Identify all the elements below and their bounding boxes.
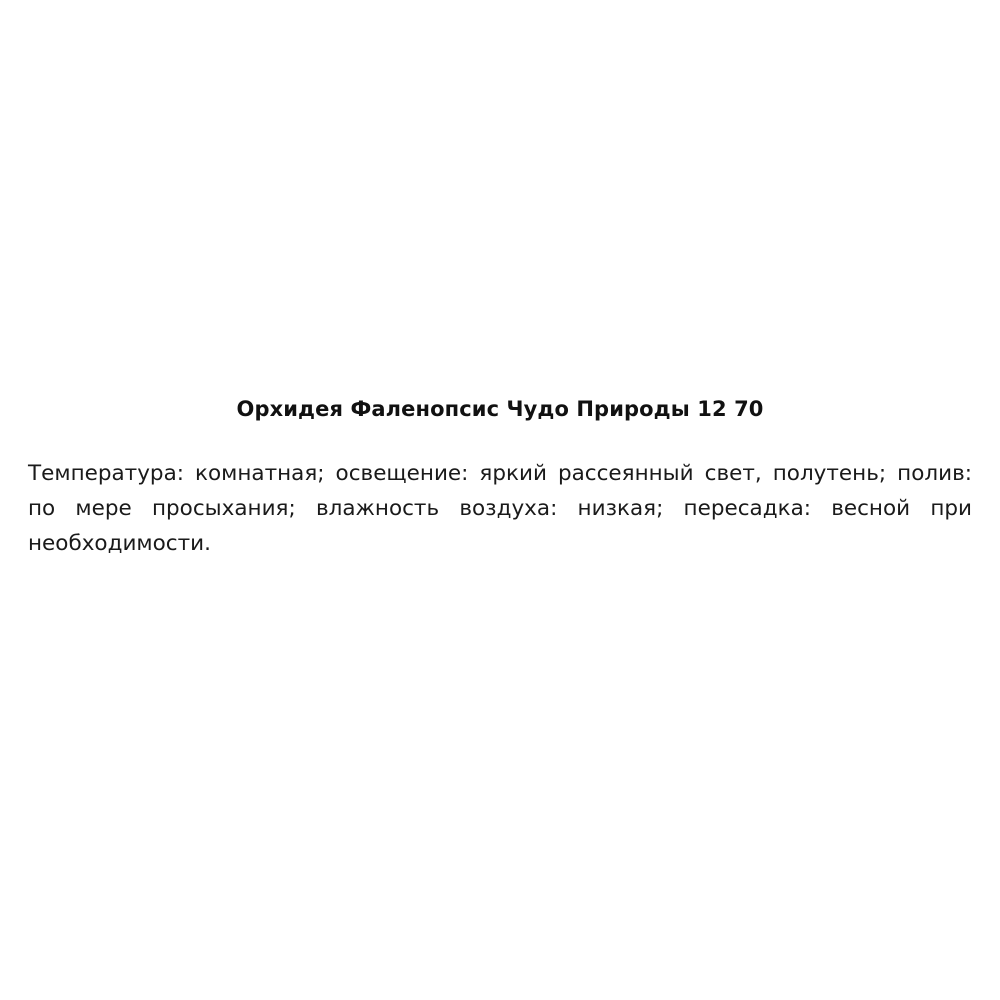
document-content [28,396,972,562]
page-title: Орхидея Фаленопсис Чудо Природы 12 70 [236,397,764,421]
care-instructions-text: Температура: комнатная; освещение: яркий рассеянный свет, полутень; полив: по мере просыхания; влажность воздуха: низкая; пересадка: весной при необходимости. [28,461,972,556]
